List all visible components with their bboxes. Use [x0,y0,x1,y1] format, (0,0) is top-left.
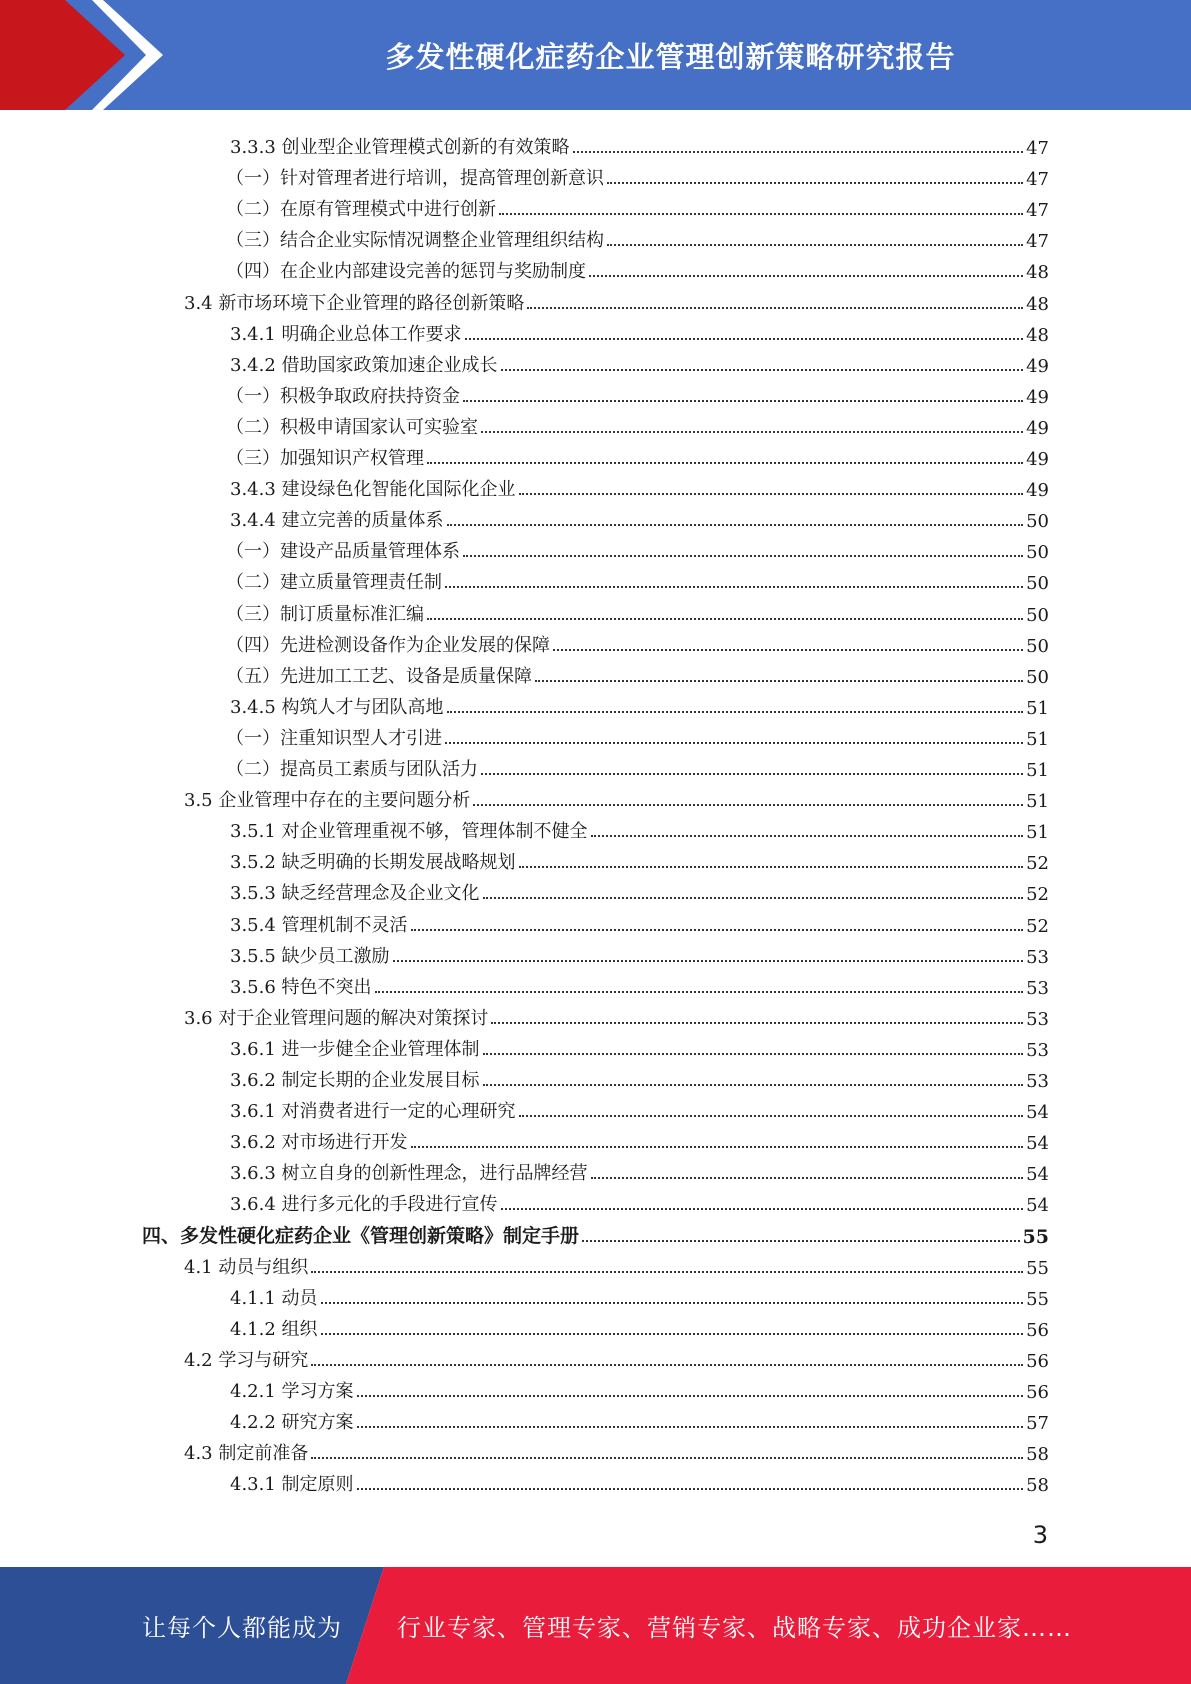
toc-entry[interactable] [230,968,1049,999]
toc-entry[interactable] [184,1434,1049,1465]
footer-slogan-left: 让每个人都能成为 [142,1614,342,1642]
page-number: 3 [1032,1521,1048,1549]
toc-dot-leader [589,275,1023,277]
toc-entry-page: 51 [1026,791,1049,813]
toc-dot-leader [607,244,1023,246]
page-header [0,0,1191,110]
toc-entry-page: 56 [1026,1382,1049,1403]
toc-dot-leader [582,1240,1020,1242]
toc-entry[interactable] [184,1248,1049,1279]
toc-entry[interactable] [226,532,1049,563]
toc-entry[interactable] [230,1372,1049,1403]
toc-entry-label: 3.3.3 创业型企业管理模式创新的有效策略 [230,137,570,158]
toc-entry[interactable] [230,906,1049,937]
toc-entry-label: 3.6 对于企业管理问题的解决对策探讨 [184,1007,489,1029]
toc-entry[interactable] [230,128,1049,159]
toc-entry-page: 51 [1026,728,1049,750]
toc-entry-label: （四）先进检测设备作为企业发展的保障 [226,634,550,656]
toc-entry-label: 3.4.4 建立完善的质量体系 [230,510,444,532]
toc-entry[interactable] [226,377,1049,408]
toc-dot-leader [573,151,1024,153]
toc-dot-leader [411,1146,1024,1148]
toc-dot-leader [519,1115,1024,1117]
toc-entry-label: 3.4.5 构筑人才与团队高地 [230,696,444,718]
toc-entry-page: 55 [1026,1257,1049,1279]
toc-dot-leader [519,493,1024,495]
toc-dot-leader [501,369,1024,371]
toc-entry-page: 51 [1026,822,1049,844]
toc-entry-page: 49 [1026,449,1049,470]
toc-dot-leader [483,1084,1024,1086]
toc-dot-leader [447,524,1024,526]
toc-entry[interactable] [226,408,1049,439]
toc-dot-leader [321,1333,1024,1335]
toc-entry-label: 4.2.2 研究方案 [230,1412,354,1434]
toc-entry[interactable] [226,159,1049,190]
toc-entry[interactable] [184,781,1049,812]
toc-entry-page: 50 [1026,635,1049,657]
toc-entry-page: 50 [1026,573,1049,595]
toc-entry-label: （三）结合企业实际情况调整企业管理组织结构 [226,230,604,252]
toc-entry-label: 4.3 制定前准备 [184,1443,309,1465]
toc-entry-page: 49 [1026,355,1049,377]
toc-entry-label: 4.1 动员与组织 [184,1256,309,1278]
toc-entry[interactable] [184,1341,1049,1372]
toc-entry-page: 54 [1026,1164,1049,1186]
toc-entry[interactable] [230,1030,1049,1061]
toc-entry[interactable] [230,346,1049,377]
toc-entry-page: 52 [1026,915,1049,937]
toc-entry-page: 50 [1026,511,1049,533]
toc-entry-label: 3.5.6 特色不突出 [230,976,372,998]
toc-entry-label: 4.3.1 制定原则 [230,1474,354,1496]
toc-entry[interactable] [226,252,1049,283]
toc-entry[interactable] [226,719,1049,750]
footer-slogan-right: 行业专家、管理专家、营销专家、战略专家、成功企业家…… [397,1614,1072,1642]
toc-dot-leader [473,804,1023,806]
toc-entry-page: 51 [1026,697,1049,719]
toc-entry-label: 3.6.4 进行多元化的手段进行宣传 [230,1194,498,1216]
toc-dot-leader [311,1364,1023,1366]
toc-entry-page: 56 [1026,1350,1049,1372]
toc-dot-leader [311,1271,1023,1273]
toc-entry-label: （三）加强知识产权管理 [226,448,424,469]
toc-entry-label: （五）先进加工工艺、设备是质量保障 [226,665,532,687]
toc-entry-label: （三）制订质量标准汇编 [226,603,424,625]
toc-entry-label: （四）在企业内部建设完善的惩罚与奖励制度 [226,261,586,283]
toc-entry-label: 四、多发性硬化症药企业《管理创新策略》制定手册 [142,1224,580,1247]
toc-entry-page: 47 [1026,231,1049,253]
toc-dot-leader [491,1022,1023,1024]
toc-entry-label: 3.4 新市场环境下企业管理的路径创新策略 [184,292,525,314]
toc-entry[interactable] [230,1092,1049,1123]
toc-entry-page: 54 [1026,1102,1049,1124]
toc-dot-leader [519,866,1024,868]
toc-entry-page: 58 [1026,1475,1049,1497]
toc-entry[interactable] [226,563,1049,594]
toc-entry-label: 3.5.2 缺乏明确的长期发展战略规划 [230,852,516,874]
toc-dot-leader [357,1488,1024,1490]
toc-dot-leader [463,555,1023,557]
toc-dot-leader [501,1208,1024,1210]
toc-dot-leader [311,1457,1023,1459]
toc-entry-page: 57 [1026,1413,1049,1435]
toc-entry-page: 49 [1026,417,1049,439]
toc-entry-label: 3.4.1 明确企业总体工作要求 [230,323,462,345]
toc-entry[interactable] [226,750,1049,781]
toc-entry-label: 3.4.3 建设绿色化智能化国际化企业 [230,479,516,501]
toc-entry-page: 48 [1026,293,1049,315]
toc-entry-label: 3.6.3 树立自身的创新性理念，进行品牌经营 [230,1163,588,1185]
toc-entry-label: （二）建立质量管理责任制 [226,572,442,594]
header-title: 多发性硬化症药企业管理创新策略研究报告 [385,39,956,74]
toc-dot-leader [357,1426,1024,1428]
toc-entry-page: 55 [1026,1288,1049,1310]
toc-entry-page: 52 [1026,853,1049,875]
toc-dot-leader [499,213,1023,215]
toc-entry[interactable] [230,315,1049,346]
toc-entry[interactable] [230,688,1049,719]
toc-dot-leader [427,618,1023,620]
toc-entry[interactable] [230,1154,1049,1185]
toc-entry-page: 49 [1026,480,1049,502]
toc-entry-label: 3.6.1 对消费者进行一定的心理研究 [230,1101,516,1123]
toc-dot-leader [465,338,1024,340]
toc-entry-page: 54 [1026,1195,1049,1217]
toc-entry-label: 4.2.1 学习方案 [230,1381,354,1402]
toc-dot-leader [483,1053,1024,1055]
toc-entry-label: 3.5.3 缺乏经营理念及企业文化 [230,883,480,905]
toc-entry-page: 50 [1026,542,1049,564]
toc-entry-page: 53 [1026,1008,1049,1030]
toc-entry-label: 4.1.1 动员 [230,1287,318,1309]
page-footer [0,1567,1191,1684]
toc-dot-leader [591,1177,1024,1179]
toc-entry-page: 47 [1026,169,1049,191]
toc-entry-label: 3.6.2 制定长期的企业发展目标 [230,1070,480,1091]
toc-entry-page: 49 [1026,386,1049,408]
toc-entry-label: 3.6.2 对市场进行开发 [230,1132,408,1154]
toc-entry-page: 53 [1026,977,1049,999]
toc-dot-leader [481,773,1023,775]
toc-entry-page: 50 [1026,604,1049,626]
toc-dot-leader [483,897,1024,899]
toc-dot-leader [445,586,1023,588]
toc-entry[interactable] [226,657,1049,688]
toc-entry-label: 3.5.5 缺少员工激励 [230,945,390,967]
toc-dot-leader [411,929,1024,931]
toc-entry[interactable] [230,937,1049,968]
toc-dot-leader [535,680,1023,682]
toc-entry-page: 50 [1026,666,1049,688]
toc-entry[interactable] [230,1123,1049,1154]
toc-entry-label: 3.5.4 管理机制不灵活 [230,914,408,936]
toc-entry[interactable] [142,1217,1049,1248]
toc-entry-label: （二）在原有管理模式中进行创新 [226,199,496,221]
toc-entry[interactable] [226,439,1049,470]
toc-entry[interactable] [230,1279,1049,1310]
toc-entry[interactable] [230,1061,1049,1092]
toc-entry-page: 55 [1022,1225,1049,1248]
toc-entry-label: （二）积极申请国家认可实验室 [226,416,478,438]
toc-entry-label: （二）提高员工素质与团队活力 [226,759,478,780]
toc-entry[interactable] [230,1185,1049,1216]
toc-entry-page: 48 [1026,262,1049,284]
toc-entry-page: 47 [1026,200,1049,222]
toc-dot-leader [393,960,1024,962]
toc-entry[interactable] [184,999,1049,1030]
toc-dot-leader [447,711,1024,713]
toc-entry-label: 4.2 学习与研究 [184,1349,309,1371]
toc-dot-leader [607,182,1023,184]
toc-dot-leader [591,835,1024,837]
toc-entry-label: （一）积极争取政府扶持资金 [226,385,460,407]
toc-entry[interactable] [230,1465,1049,1496]
toc-entry-label: （一）针对管理者进行培训，提高管理创新意识 [226,168,604,190]
toc-dot-leader [481,431,1023,433]
toc-entry-page: 51 [1026,760,1049,781]
toc-entry-label: 3.4.2 借助国家政策加速企业成长 [230,354,498,376]
toc-dot-leader [321,1302,1024,1304]
toc-entry-label: （一）建设产品质量管理体系 [226,541,460,563]
toc-entry-label: （一）注重知识型人才引进 [226,727,442,749]
toc-entry-page: 56 [1026,1319,1049,1341]
toc-dot-leader [357,1395,1024,1397]
toc-entry[interactable] [230,470,1049,501]
toc-entry[interactable] [230,1310,1049,1341]
toc-entry[interactable] [226,626,1049,657]
toc-entry[interactable] [184,284,1049,315]
toc-dot-leader [463,400,1023,402]
toc-entry[interactable] [230,843,1049,874]
header-red-chevron [0,0,125,110]
toc-dot-leader [527,307,1023,309]
toc-dot-leader [445,742,1023,744]
toc-entry-page: 53 [1026,1071,1049,1092]
toc-entry[interactable] [230,874,1049,905]
toc-entry-label: 3.6.1 进一步健全企业管理体制 [230,1038,480,1060]
toc-entry-page: 53 [1026,1039,1049,1061]
toc-entry-page: 54 [1026,1133,1049,1155]
toc-entry-page: 58 [1026,1444,1049,1466]
toc-dot-leader [553,649,1023,651]
toc-entry-label: 4.1.2 组织 [230,1318,318,1340]
toc-entry[interactable] [226,190,1049,221]
toc-entry[interactable] [230,1403,1049,1434]
toc-dot-leader [375,991,1024,993]
toc-entry-page: 48 [1026,324,1049,346]
toc-dot-leader [427,462,1023,464]
toc-entry-page: 47 [1026,138,1049,159]
toc-entry-label: 3.5 企业管理中存在的主要问题分析 [184,790,471,812]
toc-entry-label: 3.5.1 对企业管理重视不够，管理体制不健全 [230,821,588,843]
toc-entry-page: 52 [1026,884,1049,906]
toc-entry[interactable] [226,595,1049,626]
toc-entry[interactable] [226,221,1049,252]
toc-entry[interactable] [230,501,1049,532]
toc-entry[interactable] [230,812,1049,843]
toc-entry-page: 53 [1026,946,1049,968]
